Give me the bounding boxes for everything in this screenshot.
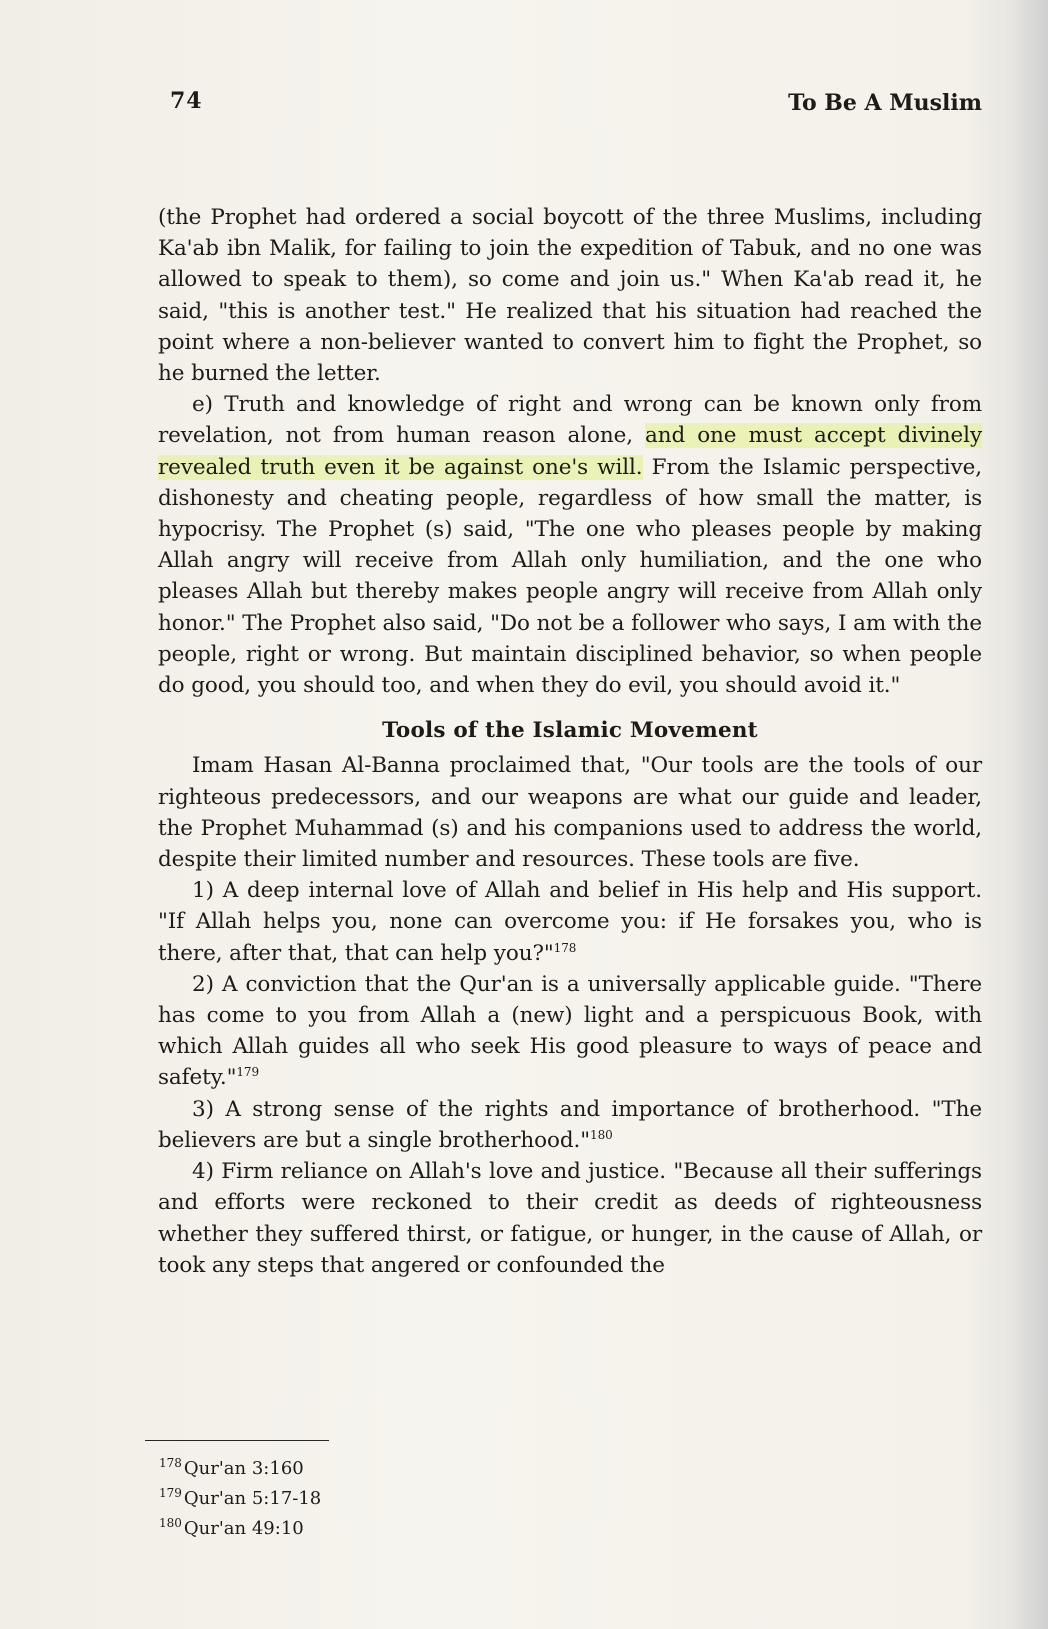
page-number: 74 [170, 88, 203, 114]
body-text [158, 202, 982, 1281]
page-edge-shadow [1014, 0, 1048, 1629]
footnote-ref[interactable]: 179 [236, 1065, 259, 1080]
paragraph-continuation: (the Prophet had ordered a social boycott of the three Muslims, including Ka'ab ibn Malik, for failing to join the expedition of Tabuk, and no one was allowed to speak to them), so come and join us." When Ka'ab read it, he said, "this is another test." He realized that his situation had reached the point where a non-believer wanted to convert him to fight the Prophet, so he burned the letter. [158, 205, 982, 387]
paragraph-text: e) Truth and knowledge of right and wrong can be known only from revelation, not from human reason alone, [158, 392, 982, 449]
footnote-item [145, 1481, 545, 1511]
footnote-number: 179 [159, 1486, 182, 1500]
footnote-item [145, 1511, 545, 1541]
paragraph-al-banna: Imam Hasan Al-Banna proclaimed that, "Our tools are the tools of our righteous predecessors, and our weapons are what our guide and leader, the Prophet Muhammad (s) and his companions used to address the world, despite their limited number and resources. These tools are five. [158, 753, 982, 873]
running-title: To Be A Muslim [788, 90, 982, 116]
page-header [170, 88, 982, 128]
paragraph-text: 2) A conviction that the Qur'an is a universally applicable guide. "There has come to you from Allah a (new) light and a perspicuous Book, with which Allah guides all who seek His good pleasure to ways of peace and safety." [158, 971, 982, 1091]
footnote-divider [145, 1440, 329, 1441]
section-heading: Tools of the Islamic Movement [382, 718, 758, 744]
footnotes [145, 1440, 545, 1541]
highlighted-text: and one must accept divinely revealed truth even it be against one's will. [158, 423, 982, 480]
paragraph-tool-4: 4) Firm reliance on Allah's love and justice. "Because all their sufferings and efforts were reckoned to their credit as deeds of righteousness whether they suffered thirst, or fatigue, or hunger, in the cause of Allah, or took any steps that angered or confounded the [158, 1159, 982, 1278]
footnote-text: Qur'an 3:160 [183, 1458, 304, 1479]
footnote-number: 178 [159, 1456, 182, 1470]
footnote-item [145, 1451, 545, 1481]
paragraph-tool-3 [158, 1094, 982, 1156]
paragraph-tool-1 [158, 875, 982, 969]
paragraph-text: From the Islamic perspective, dishonesty and cheating people, regardless of how small the matter, is hypocrisy. The Prophet (s) said, "The one who pleases people by making Allah angry will receive from Allah only humiliation, and the one who pleases Allah but thereby makes people angry will receive from Allah only honor." The Prophet also said, "Do not be a follower who says, I am with the people, right or wrong. But maintain disciplined behavior, so when people do good, you should too, and when they do evil, you should avoid it." [158, 454, 982, 699]
paragraph-text: 3) A strong sense of the rights and importance of brotherhood. "The believers are but a single brotherhood." [158, 1096, 982, 1153]
paragraph-text: 1) A deep internal love of Allah and belief in His help and His support. "If Allah helps you, none can overcome you: if He forsakes you, who is there, after that, that can help you?" [158, 878, 982, 966]
footnote-text: Qur'an 49:10 [183, 1518, 304, 1539]
footnote-number: 180 [159, 1516, 182, 1530]
footnote-text: Qur'an 5:17-18 [183, 1488, 322, 1509]
footnote-ref[interactable]: 180 [590, 1127, 613, 1142]
paragraph-point-e [158, 389, 982, 701]
paragraph-tool-2 [158, 969, 982, 1094]
footnote-ref[interactable]: 178 [553, 940, 577, 955]
